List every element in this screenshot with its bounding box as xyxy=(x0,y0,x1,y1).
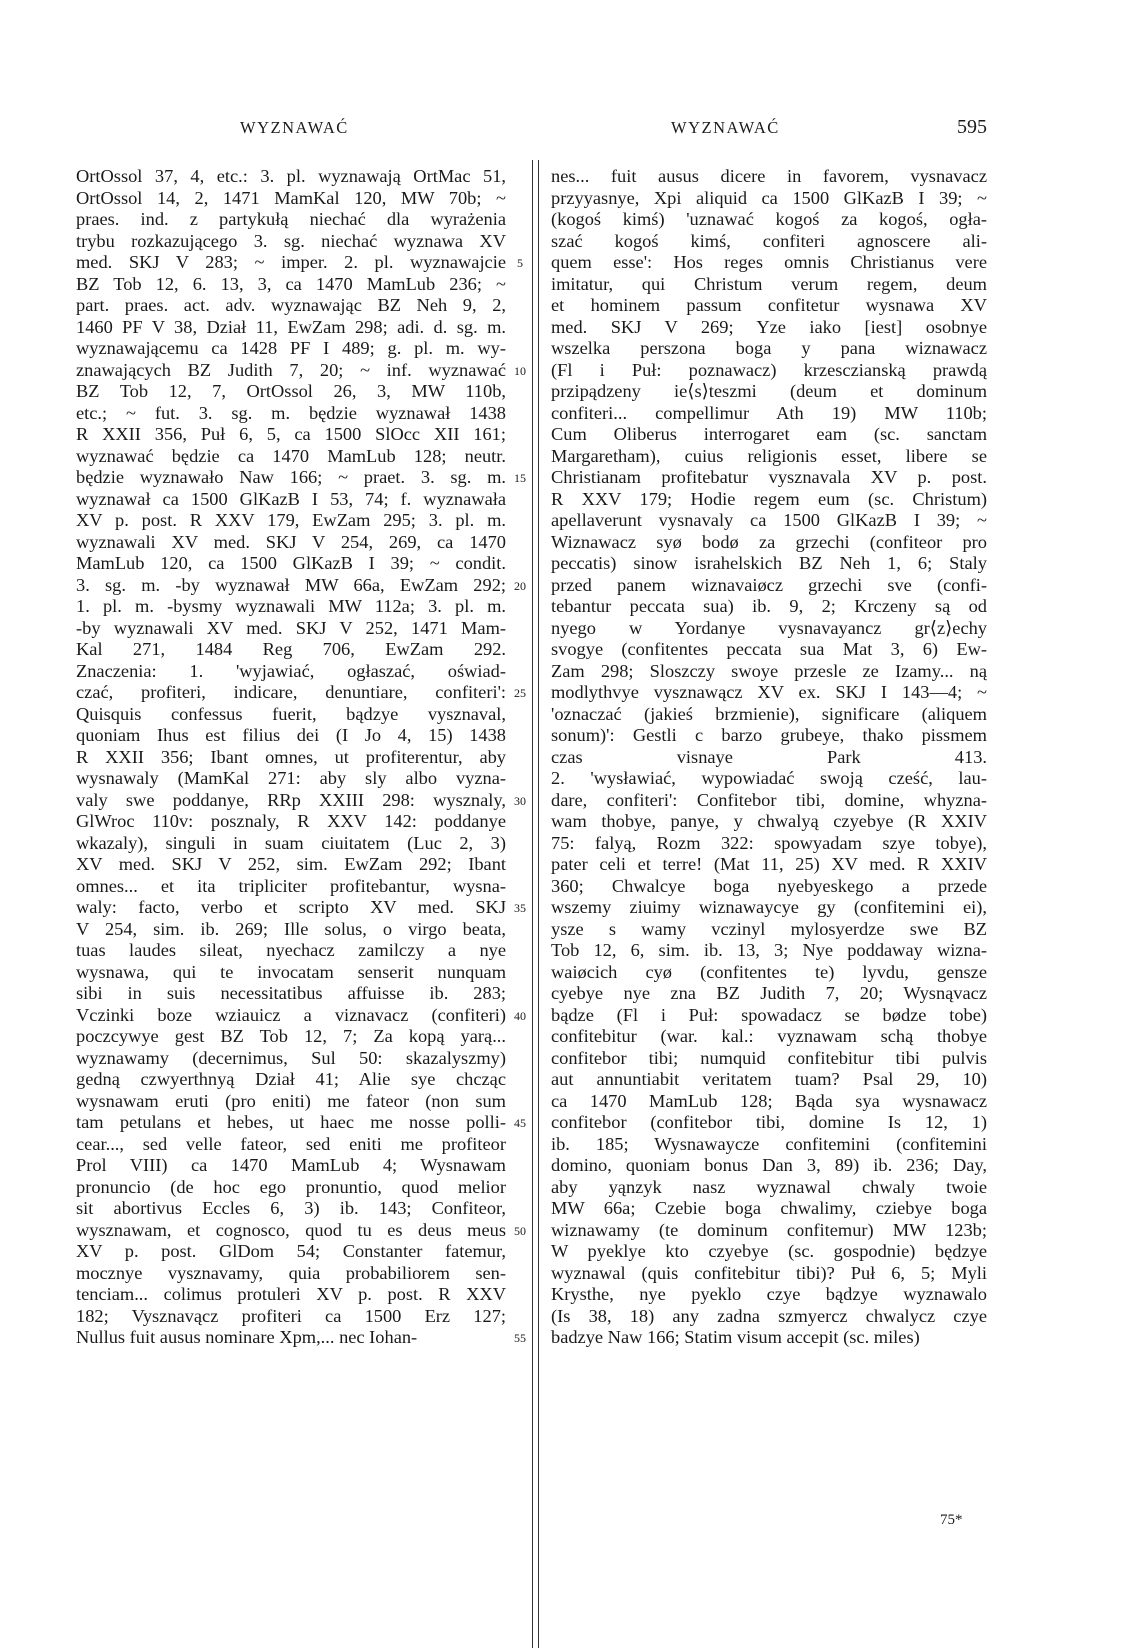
column-rule-left xyxy=(532,160,533,1648)
left-column-line: Kal 271, 1484 Reg 706, EwZam 292. xyxy=(76,639,506,659)
right-column-line: MW 66a; Czebie boga chwalimy, cziebye boga xyxy=(551,1198,987,1218)
left-column-line: R XXII 356, Puł 6, 5, ca 1500 SlOcc XII 161; xyxy=(76,424,506,444)
right-column-line: Margaretham), cuius religionis esset, libere se xyxy=(551,445,987,466)
left-column-line: quoniam Ihus est filius dei (I Jo 4, 15) 1438 xyxy=(76,725,506,745)
right-column-line: wszemy ziuimy wiznawaycye gy (confitemini ei), xyxy=(551,897,987,917)
line-number: 50 xyxy=(514,1223,526,1238)
right-column-line: ca 1470 MamLub 128; Bąda sya wysnawacz xyxy=(551,1090,987,1111)
left-column-line: znawających BZ Judith 7, 20; ~ inf. wyznawać xyxy=(76,359,506,380)
right-column-line: peccatis) sinow israhelskich BZ Neh 1, 6; Staly xyxy=(551,553,987,573)
left-column-line: 1. pl. m. -bysmy wyznawali MW 112a; 3. pl. m. xyxy=(76,596,506,616)
left-column-line: part. praes. act. adv. wyznawając BZ Neh 9, 2, xyxy=(76,295,506,315)
left-column-line: wysnawa, qui te invocatam senserit nunquam xyxy=(76,961,506,982)
left-column xyxy=(76,166,506,1349)
line-number: 10 xyxy=(514,363,526,378)
page-number: 595 xyxy=(957,116,987,138)
right-column-line: wyznawal (quis confitebitur tibi)? Puł 6, 5; Myli xyxy=(551,1262,987,1283)
right-column-line: ysze s wamy vczinyl mylosyerdze swe BZ xyxy=(551,918,987,939)
left-column-line: R XXII 356; Ibant omnes, ut profiterentur, aby xyxy=(76,746,506,767)
left-column-line: XV p. post. R XXV 179, EwZam 295; 3. pl. m. xyxy=(76,510,506,530)
right-column-line: bądze (Fl i Puł: spowadacz se bødze tobe) xyxy=(551,1004,987,1025)
right-column-line: pater celi et terre! (Mat 11, 25) XV med. R XXIV xyxy=(551,854,987,874)
right-column-line: Zam 298; Sloszczy swoye przesle ze Izamy... ną xyxy=(551,660,987,681)
left-column-line: poczcywye gest BZ Tob 12, 7; Za kopą yarą... xyxy=(76,1026,506,1046)
right-column-line: (Is 38, 18) any zadna szmyercz chwalycz czye xyxy=(551,1305,987,1326)
right-column-line: sonum)': Gestli c barzo grubeye, thako pissmem xyxy=(551,725,987,745)
right-column-line: svogye (confitentes peccata sua Mat 3, 6) Ew- xyxy=(551,639,987,659)
right-column-line: confitebor (confitebor tibi, domine Is 12, 1) xyxy=(551,1112,987,1132)
right-column-line: cyebye nye zna BZ Judith 7, 20; Wysnąvacz xyxy=(551,983,987,1003)
left-column-line: wyznawali XV med. SKJ V 254, 269, ca 1470 xyxy=(76,531,506,552)
right-column-line: et hominem passum confitetur wysnawa XV xyxy=(551,295,987,315)
right-column-line: apellaverunt vysnavaly ca 1500 GlKazB I 39; ~ xyxy=(551,510,987,530)
right-column xyxy=(551,166,987,1349)
left-column-line: sit abortivus Eccles 6, 3) ib. 143; Confiteor, xyxy=(76,1198,506,1218)
left-column-line: BZ Tob 12, 7, OrtOssol 26, 3, MW 110b, xyxy=(76,381,506,401)
right-column-line: przipądzeny ie⟨s⟩teszmi (deum et dominum xyxy=(551,381,987,401)
left-column-line: XV p. post. GlDom 54; Constanter fatemur, xyxy=(76,1241,506,1261)
left-column-line: wyznawał ca 1500 GlKazB I 53, 74; f. wyznawała xyxy=(76,488,506,509)
left-column-line: 182; Vysznavącz profiteri ca 1500 Erz 127; xyxy=(76,1305,506,1326)
printer-signature: 75* xyxy=(940,1512,963,1528)
right-column-line: nyego w Yordanye vysnavayancz gr⟨z⟩echy xyxy=(551,617,987,638)
right-column-line: ib. 185; Wysnawaycze confitemini (confitemini xyxy=(551,1133,987,1154)
right-column-line: 360; Chwalcye boga nyebyeskego a przede xyxy=(551,875,987,896)
right-column-line: szać kogoś kimś, confiteri agnoscere ali- xyxy=(551,230,987,251)
left-column-line: wysznawam, et cognosco, quod tu es deus meus xyxy=(76,1219,506,1240)
running-header xyxy=(0,118,1145,148)
left-column-line: BZ Tob 12, 6. 13, 3, ca 1470 MamLub 236; ~ xyxy=(76,273,506,294)
right-column-line: 75: falyą, Rozm 322: spowyadam szye tobye), xyxy=(551,832,987,853)
left-column-line: 1460 PF V 38, Dział 11, EwZam 298; adi. d. sg. m. xyxy=(76,316,506,337)
left-column-line: V 254, sim. ib. 269; Ille solus, o virgo beata, xyxy=(76,918,506,939)
right-column-line: czas visnaye Park 413. xyxy=(551,746,987,767)
left-column-line: Vczinki boze wziauicz a viznavacz (confiteri) xyxy=(76,1004,506,1025)
right-column-line: modlythvye vysznawącz XV ex. SKJ I 143—4; ~ xyxy=(551,682,987,702)
right-column-line: (kogoś kimś) 'uznawać kogoś za kogoś, ogła- xyxy=(551,209,987,229)
right-column-line: W pyeklye kto czyebye (sc. gospodnie) będzye xyxy=(551,1241,987,1261)
left-headword: WYZNAWAĆ xyxy=(240,118,349,137)
right-column-line: confiteri... compellimur Ath 19) MW 110b; xyxy=(551,402,987,423)
right-column-line: Wiznawacz syø bodø za grzechi (confiteor pro xyxy=(551,531,987,552)
right-column-line: aut annuntiabit veritatem tuam? Psal 29, 10) xyxy=(551,1069,987,1089)
line-number: 35 xyxy=(514,901,526,915)
column-rule-right xyxy=(538,160,539,1648)
right-column-line: waiøcich cyø (confitentes te) lyvdu, gensze xyxy=(551,961,987,982)
left-column-line: etc.; ~ fut. 3. sg. m. będzie wyznawał 1438 xyxy=(76,402,506,423)
line-number: 55 xyxy=(514,1331,526,1345)
right-column-line: 2. 'wysławiać, wypowiadać swoją cześć, lau- xyxy=(551,768,987,788)
left-column-line: tenciam... colimus protuleri XV p. post. R XXV xyxy=(76,1284,506,1304)
line-number: 20 xyxy=(514,578,526,593)
right-column-line: 'oznaczać (jakieś brzmienie), significare (aliquem xyxy=(551,703,987,724)
left-column-line: pronuncio (de hoc ego pronuntio, quod melior xyxy=(76,1176,506,1197)
left-column-line: Quisquis confessus fuerit, bądzye vysznaval, xyxy=(76,703,506,724)
left-column-line: czać, profiteri, indicare, denuntiare, confiteri': xyxy=(76,682,506,702)
left-column-line: OrtOssol 37, 4, etc.: 3. pl. wyznawają OrtMac 51, xyxy=(76,166,506,186)
left-column-line: wyznawać będzie ca 1470 MamLub 128; neutr. xyxy=(76,445,506,466)
right-column-line: domino, quoniam bonus Dan 3, 89) ib. 236; Day, xyxy=(551,1155,987,1175)
right-column-line: dare, confiteri': Confitebor tibi, domine, whyzna- xyxy=(551,789,987,810)
left-column-line: mocznye vysznavamy, quia probabiliorem sen- xyxy=(76,1262,506,1283)
right-column-line: nes... fuit ausus dicere in favorem, vysnavacz xyxy=(551,166,987,186)
left-column-line: Prol VIII) ca 1470 MamLub 4; Wysnawam xyxy=(76,1155,506,1175)
right-column-line: badzye Naw 166; Statim visum accepit (sc. miles) xyxy=(551,1327,920,1347)
line-number: 15 xyxy=(514,471,526,485)
right-column-line: wam thobye, panye, y chwalyą czyebye (R XXIV xyxy=(551,811,987,831)
line-number: 45 xyxy=(514,1116,526,1130)
right-column-line: Cum Oliberus interrogaret eam (sc. sanctam xyxy=(551,424,987,444)
right-column-line: wiznawamy (te dominum confitemur) MW 123b; xyxy=(551,1219,987,1240)
left-column-line: GlWroc 110v: posznaly, R XXV 142: poddanye xyxy=(76,811,506,831)
left-column-line: MamLub 120, ca 1500 GlKazB I 39; ~ condit. xyxy=(76,553,506,573)
left-column-line: tuas laudes sileat, nyechacz zamilczy a nye xyxy=(76,940,506,960)
left-column-line: med. SKJ V 283; ~ imper. 2. pl. wyznawajcie xyxy=(76,252,506,272)
left-column-line: wyznawającemu ca 1428 PF I 489; g. pl. m. wy- xyxy=(76,338,506,358)
right-column-line: quem esse': Hos reges omnis Christianus vere xyxy=(551,252,987,272)
left-column-line: cear..., sed velle fateor, sed eniti me profiteor xyxy=(76,1133,506,1154)
right-column-line: przed panem wiznavaiøcz grzechi sve (confi- xyxy=(551,574,987,595)
right-column-line: Krysthe, nye pyeklo czye bądzye wyznawalo xyxy=(551,1284,987,1304)
line-number: 5 xyxy=(517,256,523,270)
left-column-line: wkazaly), singuli in suam ciuitatem (Luc 2, 3) xyxy=(76,832,506,853)
left-column-line: tam petulans et hebes, ut haec me nosse polli- xyxy=(76,1112,506,1132)
left-column-line: trybu rozkazującego 3. sg. niechać wyznawa XV xyxy=(76,230,506,251)
right-column-line: tebantur peccata sua) ib. 9, 2; Krczeny są od xyxy=(551,596,987,616)
right-column-line: Tob 12, 6, sim. ib. 13, 3; Nye poddaway wizna- xyxy=(551,940,987,960)
left-column-line: wysnawaly (MamKal 271: aby sly albo vyzna- xyxy=(76,768,506,788)
right-column-line: wszelka perszona boga y pana wiznawacz xyxy=(551,338,987,358)
right-column-line: przyyasnye, Xpi aliquid ca 1500 GlKazB I 39; ~ xyxy=(551,187,987,208)
line-number: 30 xyxy=(514,793,526,808)
left-column-line: valy swe poddanye, RRp XXIII 298: wysznaly, xyxy=(76,789,506,810)
right-column-line: confitebitur (war. kal.: vyznawam schą thobye xyxy=(551,1026,987,1046)
right-column-line: imitatur, qui Christum verum regem, deum xyxy=(551,273,987,294)
right-column-line: (Fl i Puł: poznawacz) krzesczianską prawdą xyxy=(551,359,987,380)
left-column-line: omnes... et ita tripliciter profitebantur, wysna- xyxy=(76,875,506,896)
left-column-line: będzie wyznawało Naw 166; ~ praet. 3. sg. m. xyxy=(76,467,506,487)
line-number: 40 xyxy=(514,1008,526,1023)
right-column-line: R XXV 179; Hodie regem eum (sc. Christum) xyxy=(551,488,987,509)
right-column-line: aby yąnzyk nasz wyznawal chwaly twoie xyxy=(551,1176,987,1197)
left-column-line: OrtOssol 14, 2, 1471 MamKal 120, MW 70b; ~ xyxy=(76,187,506,208)
right-headword: WYZNAWAĆ xyxy=(671,118,780,137)
left-column-line: -by wyznawali XV med. SKJ V 252, 1471 Mam- xyxy=(76,617,506,638)
right-column-line: Christianam profitebatur vysznavala XV p. post. xyxy=(551,467,987,487)
left-column-line: praes. ind. z partykułą niechać dla wyrażenia xyxy=(76,209,506,229)
line-number: 25 xyxy=(514,686,526,700)
right-column-line: med. SKJ V 269; Yze iako [iest] osobnye xyxy=(551,316,987,337)
left-column-line: wyznawamy (decernimus, Sul 50: skazalyszmy) xyxy=(76,1047,506,1068)
left-column-line: 3. sg. m. -by wyznawał MW 66a, EwZam 292; xyxy=(76,574,506,595)
left-column-line: gedną czwyerthnyą Dział 41; Alie sye chcząc xyxy=(76,1069,506,1089)
right-column-line: confitebor tibi; numquid confitebitur tibi pulvis xyxy=(551,1047,987,1068)
left-column-line: sibi in suis necessitatibus affuisse ib. 283; xyxy=(76,983,506,1003)
left-column-line: waly: facto, verbo et scripto XV med. SKJ xyxy=(76,897,506,917)
left-column-line: wysnawam eruti (pro eniti) me fateor (non sum xyxy=(76,1090,506,1111)
left-column-line: Nullus fuit ausus nominare Xpm,... nec Iohan- xyxy=(76,1327,418,1347)
left-column-line: Znaczenia: 1. 'wyjawiać, ogłaszać, oświad- xyxy=(76,660,506,681)
left-column-line: XV med. SKJ V 252, sim. EwZam 292; Ibant xyxy=(76,854,506,874)
